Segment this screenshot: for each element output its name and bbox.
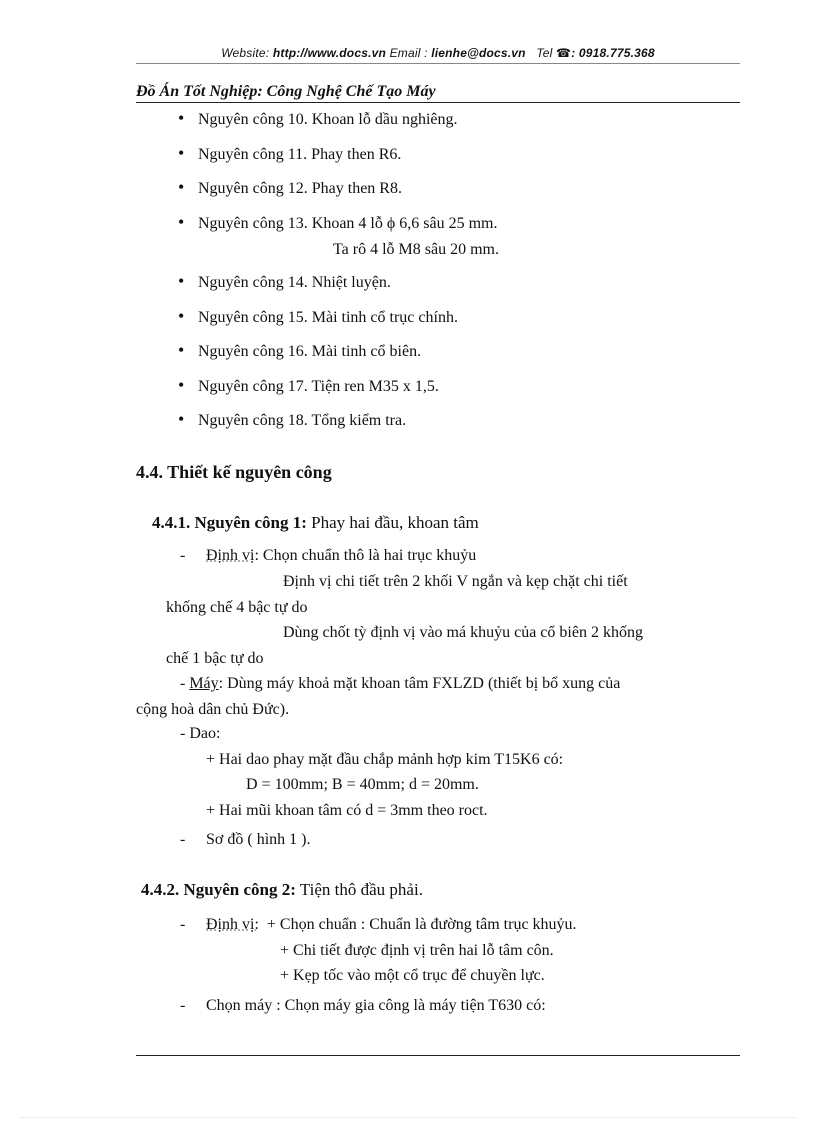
email-label: Email : bbox=[389, 46, 428, 60]
subsection-heading: 4.4.1. Nguyên công 1: Phay hai đầu, khoan tâm bbox=[152, 513, 479, 532]
list-item: • Nguyên công 16. Mài tinh cổ biên. bbox=[178, 340, 422, 360]
paragraph-line: - Máy: Dùng máy khoả mặt khoan tâm FXLZD (thiết bị bổ xung của bbox=[180, 675, 621, 692]
paragraph-line: + Chi tiết được định vị trên hai lỗ tâm côn. bbox=[280, 942, 554, 959]
paragraph-line: - Dao: bbox=[180, 725, 221, 742]
list-item: • Nguyên công 15. Mài tinh cổ trục chính. bbox=[178, 306, 458, 326]
list-item: • Nguyên công 13. Khoan 4 lỗ ϕ 6,6 sâu 25 mm. bbox=[178, 212, 498, 232]
paragraph-line: - Định vị: + Chọn chuẩn : Chuẩn là đường tâm trục khuỷu. bbox=[180, 916, 577, 933]
list-item: • Nguyên công 18. Tổng kiểm tra. bbox=[178, 409, 407, 429]
paragraph-line: - Sơ đồ ( hình 1 ). bbox=[180, 831, 311, 848]
website-link[interactable]: http://www.docs.vn bbox=[272, 46, 387, 60]
page-edge bbox=[20, 1117, 796, 1118]
tel-number: : 0918.775.368 bbox=[571, 46, 655, 60]
website-label: Website: bbox=[221, 46, 270, 60]
footer-divider bbox=[136, 1055, 740, 1056]
list-item: • Nguyên công 12. Phay then R8. bbox=[178, 177, 402, 197]
list-item: • Nguyên công 11. Phay then R6. bbox=[178, 143, 402, 163]
header-divider bbox=[136, 63, 740, 64]
list-item-continuation: Ta rô 4 lỗ M8 sâu 20 mm. bbox=[333, 241, 499, 258]
subsection-heading: 4.4.2. Nguyên công 2: Tiện thô đầu phải. bbox=[141, 880, 423, 899]
paragraph-line: - Định vị: Chọn chuẩn thô là hai trục khuỷu bbox=[180, 547, 477, 564]
list-item: • Nguyên công 14. Nhiệt luyện. bbox=[178, 271, 391, 291]
section-heading: 4.4. Thiết kế nguyên công bbox=[136, 462, 332, 482]
email-link[interactable]: lienhe@docs.vn bbox=[431, 46, 526, 60]
paragraph-line: + Kẹp tốc vào một cổ trục để chuyền lực. bbox=[280, 967, 545, 984]
paragraph-line: khống chế 4 bậc tự do bbox=[166, 599, 308, 616]
tel-label: Tel bbox=[536, 46, 553, 60]
paragraph-line: Dùng chốt tỳ định vị vào má khuỷu của cổ biên 2 khống bbox=[283, 624, 643, 641]
paragraph-line: D = 100mm; B = 40mm; d = 20mm. bbox=[246, 776, 479, 793]
paragraph-line: cộng hoà dân chủ Đức). bbox=[136, 701, 290, 718]
paragraph-line: Định vị chi tiết trên 2 khối V ngắn và kẹp chặt chi tiết bbox=[283, 573, 628, 590]
paragraph-line: chế 1 bậc tự do bbox=[166, 650, 264, 667]
paragraph-line: + Hai mũi khoan tâm có d = 3mm theo roct. bbox=[206, 802, 488, 819]
phone-icon: ☎ bbox=[556, 46, 572, 60]
doc-title: Đồ Án Tốt Nghiệp: Công Nghệ Chế Tạo Máy bbox=[136, 82, 740, 103]
list-item: • Nguyên công 10. Khoan lỗ dầu nghiêng. bbox=[178, 108, 458, 128]
paragraph-line: - Chọn máy : Chọn máy gia công là máy tiện T630 có: bbox=[180, 997, 546, 1014]
list-item: • Nguyên công 17. Tiện ren M35 x 1,5. bbox=[178, 375, 439, 395]
page-header bbox=[136, 46, 740, 60]
paragraph-line: + Hai dao phay mặt đầu chắp mảnh hợp kim T15K6 có: bbox=[206, 751, 564, 768]
